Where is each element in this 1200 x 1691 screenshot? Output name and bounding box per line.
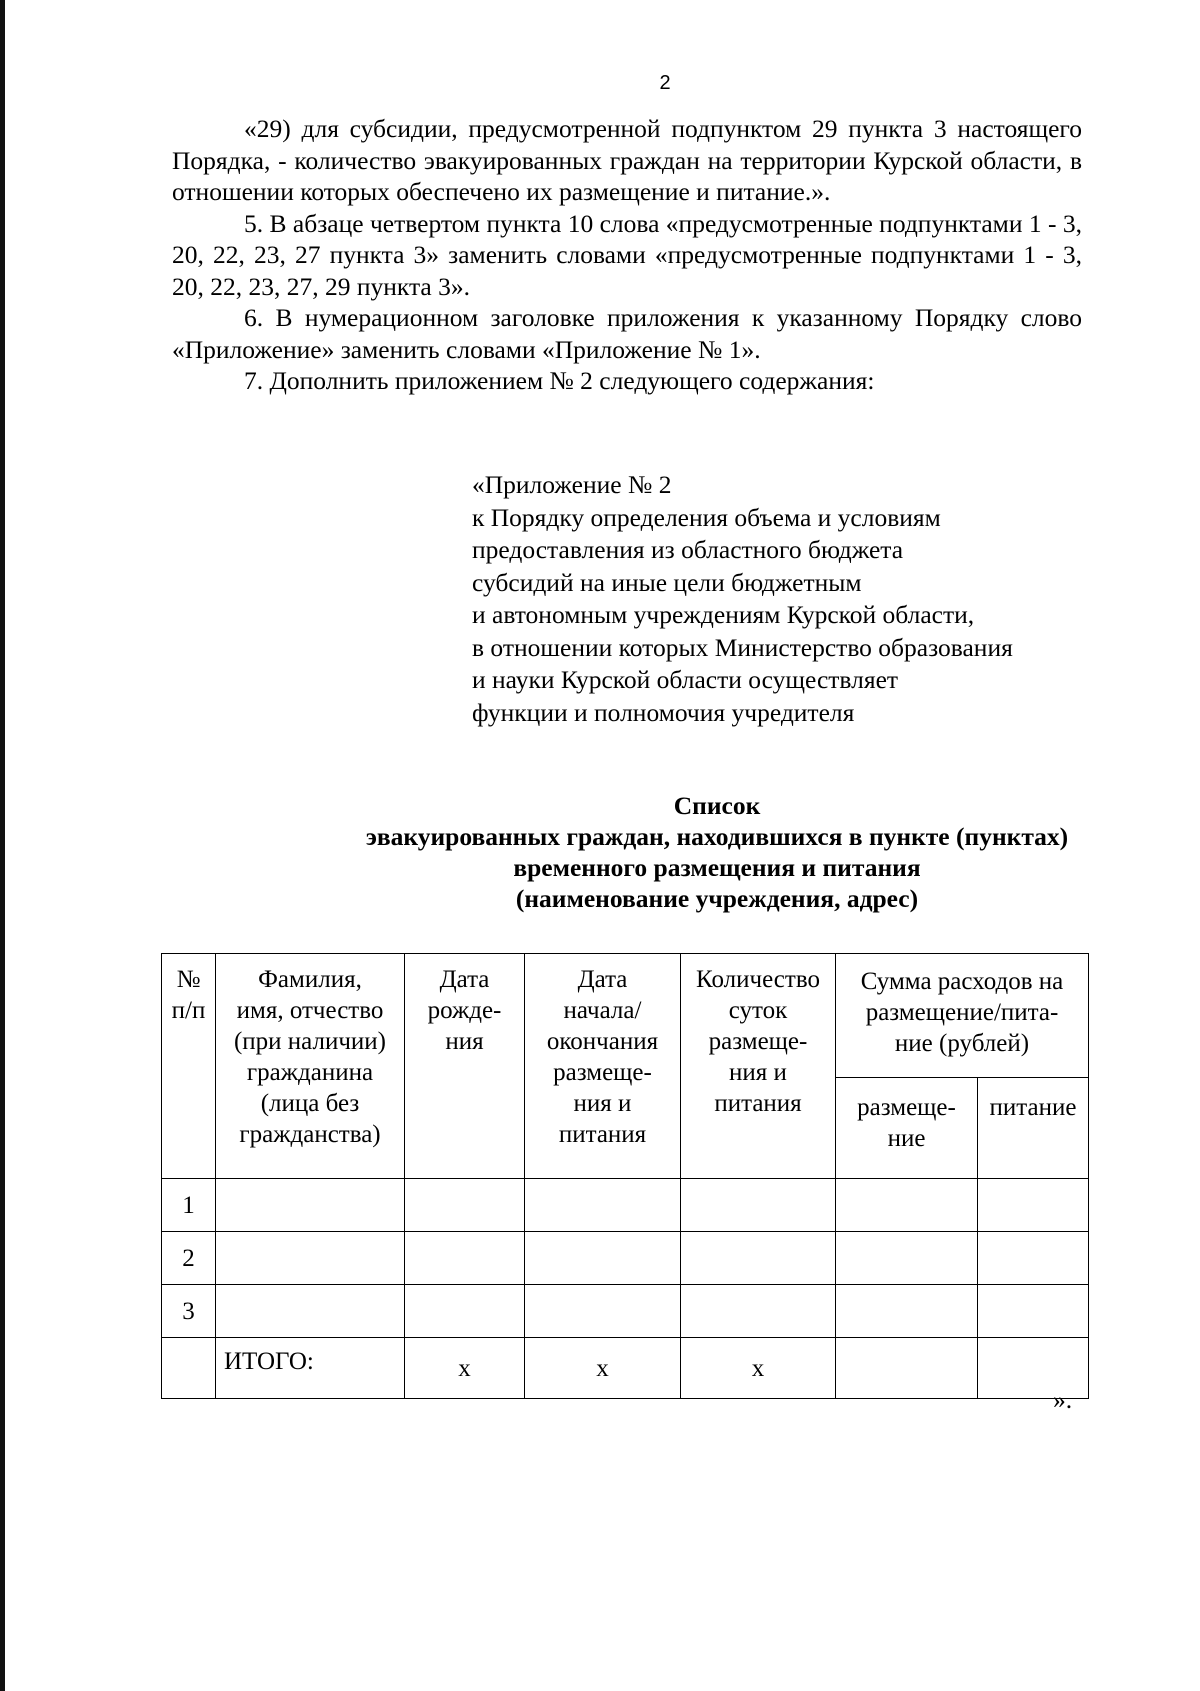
cell-days — [681, 1179, 836, 1232]
total-mark: х — [405, 1338, 525, 1399]
header-sum — [836, 954, 1089, 1078]
table-row — [162, 1285, 1089, 1338]
header-sum-food — [978, 1078, 1089, 1179]
header-line: начала/ — [563, 997, 642, 1024]
cell-birth — [405, 1232, 525, 1285]
header-line: размеще- — [553, 1059, 652, 1086]
row-number: 1 — [162, 1179, 216, 1232]
total-mark: х — [525, 1338, 681, 1399]
header-line: размещение/пита- — [865, 999, 1059, 1026]
appendix-line: субсидий на иные цели бюджетным — [472, 567, 862, 597]
paragraph-5: 5. В абзаце четвертом пункта 10 слова «предусмотренные подпунктами 1 - 3, 20, 22, 23, 27 пункта 3» заменить словами «предусмотренные подпунктами 1 - 3, 20, 22, 23, 27, 29 пункта 3». — [172, 208, 1082, 301]
header-line: Фамилия, — [258, 966, 362, 993]
appendix-line: «Приложение № 2 — [472, 470, 672, 499]
body-text — [172, 113, 1082, 397]
header-name — [216, 954, 405, 1179]
appendix-line: в отношении которых Министерство образования — [472, 632, 1013, 662]
cell-birth — [405, 1285, 525, 1338]
header-line: Дата — [577, 966, 628, 993]
total-mark: х — [681, 1338, 836, 1399]
header-line: № — [176, 966, 201, 993]
appendix-header — [472, 469, 1112, 729]
cell-name — [216, 1285, 405, 1338]
header-line: питание — [989, 1094, 1077, 1121]
header-line: суток — [728, 997, 788, 1024]
header-line: ния и — [573, 1090, 632, 1117]
header-line: ние — [887, 1125, 926, 1152]
appendix-line: функции и полномочия учредителя — [472, 697, 855, 727]
appendix-line: и автономным учреждениям Курской области, — [472, 600, 975, 629]
cell-place — [836, 1179, 978, 1232]
total-row — [162, 1338, 1089, 1399]
cell-name — [216, 1232, 405, 1285]
cell-empty — [162, 1338, 216, 1399]
header-line: ния и — [729, 1059, 787, 1086]
header-dates — [525, 954, 681, 1179]
cell-food — [978, 1179, 1089, 1232]
appendix-line: предоставления из областного бюджета — [472, 535, 904, 564]
header-line: (при наличии) — [233, 1028, 387, 1055]
header-line: Дата — [439, 966, 490, 993]
row-number: 3 — [162, 1285, 216, 1338]
cell-place — [836, 1338, 978, 1399]
cell-place — [836, 1232, 978, 1285]
header-days — [681, 954, 836, 1179]
cell-dates — [525, 1179, 681, 1232]
closing-mark: ». — [1053, 1385, 1073, 1414]
table-row — [162, 1232, 1089, 1285]
header-line: п/п — [171, 997, 206, 1024]
header-sum-place — [836, 1078, 978, 1179]
header-line: ния — [445, 1028, 484, 1055]
total-label: ИТОГО: — [216, 1338, 405, 1399]
paragraph-29: «29) для субсидии, предусмотренной подпунктом 29 пункта 3 настоящего Порядка, - количество эвакуированных граждан на территории Курской области, в отношении которых обеспечено их размещение и питание.». — [172, 114, 1082, 206]
cell-food — [978, 1285, 1089, 1338]
cell-days — [681, 1232, 836, 1285]
cell-place — [836, 1285, 978, 1338]
header-line: питания — [714, 1090, 802, 1117]
header-line: имя, отчество — [236, 997, 384, 1024]
cell-birth — [405, 1179, 525, 1232]
header-birth — [405, 954, 525, 1179]
header-line: гражданства) — [239, 1121, 381, 1148]
paragraph-7: 7. Дополнить приложением № 2 следующего содержания: — [244, 366, 875, 395]
header-line: питания — [558, 1121, 647, 1148]
header-line: размеще- — [857, 1094, 956, 1121]
cell-food — [978, 1232, 1089, 1285]
page-number: 2 — [659, 72, 671, 94]
header-line: Количество — [696, 966, 820, 993]
header-line: Сумма расходов на — [860, 968, 1064, 995]
cell-dates — [525, 1232, 681, 1285]
cell-days — [681, 1285, 836, 1338]
cell-dates — [525, 1285, 681, 1338]
list-title-line: Список — [673, 791, 761, 820]
scan-left-edge — [0, 0, 5, 1691]
cell-name — [216, 1179, 405, 1232]
header-line: ние (рублей) — [894, 1030, 1030, 1057]
header-line: окончания — [546, 1028, 659, 1055]
header-line: размеще- — [708, 1028, 808, 1055]
appendix-line: и науки Курской области осуществляет — [472, 665, 899, 694]
header-line: рожде- — [427, 997, 502, 1024]
appendix-line: к Порядку определения объема и условиям — [472, 502, 941, 532]
list-title-line: временного размещения и питания — [513, 853, 921, 882]
row-number: 2 — [162, 1232, 216, 1285]
table-row — [162, 1179, 1089, 1232]
list-title-line: (наименование учреждения, адрес) — [515, 884, 919, 913]
header-line: гражданина — [246, 1059, 374, 1086]
evacuees-table — [161, 953, 1089, 1399]
list-title — [172, 790, 1200, 914]
header-num — [162, 954, 216, 1179]
paragraph-6: 6. В нумерационном заголовке приложения к указанному Порядку слово «Приложение» заменить словами «Приложение № 1». — [172, 303, 1082, 364]
list-title-line: эвакуированных граждан, находившихся в пункте (пунктах) — [365, 822, 1069, 851]
header-line: (лица без — [260, 1090, 360, 1117]
